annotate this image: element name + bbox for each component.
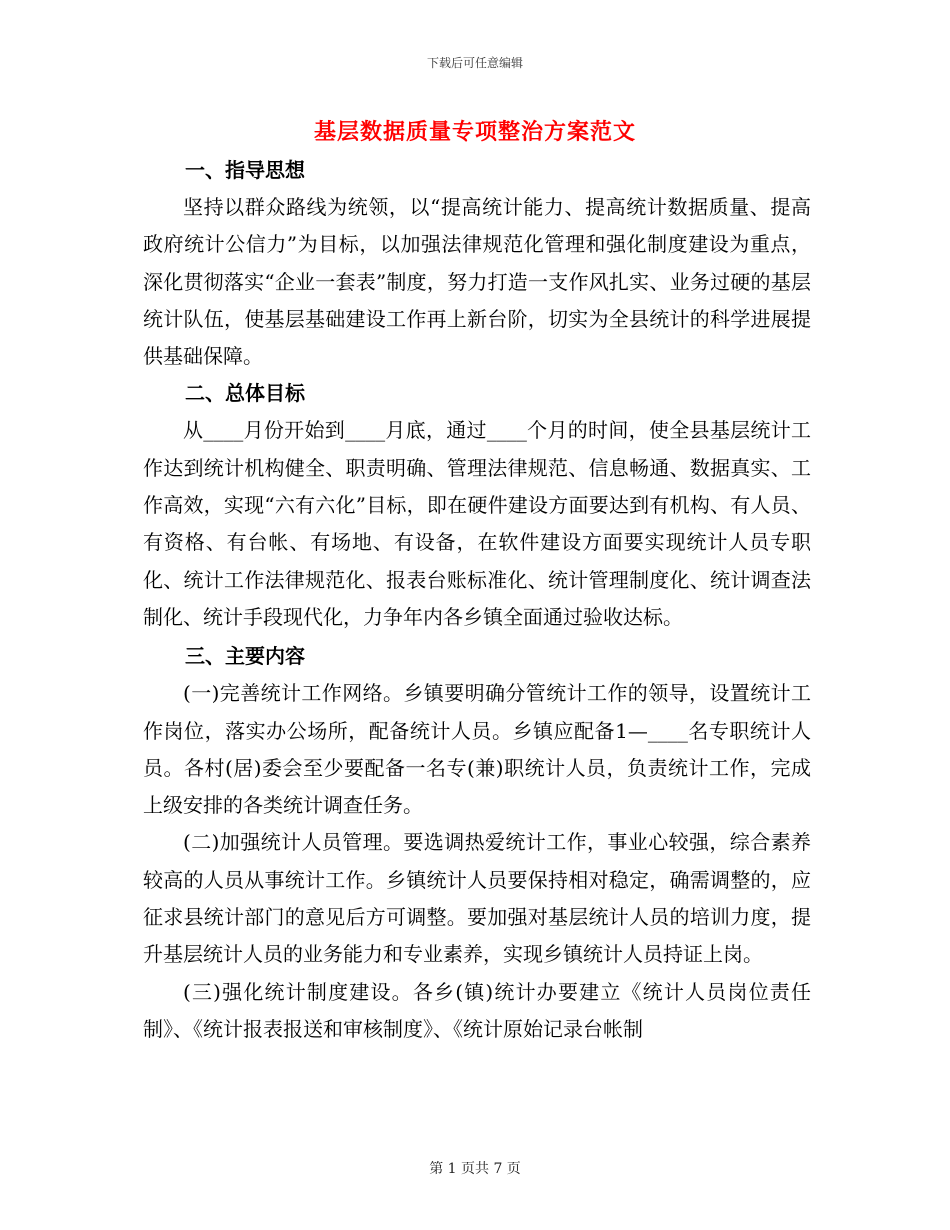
- section-guiding-ideology: [143, 152, 811, 375]
- paragraph: (三)强化统计制度建设。各乡(镇)统计办要建立《统计人员岗位责任制》、《统计报表报送和审核制度》、《统计原始记录台帐制: [143, 979, 811, 1041]
- document-body: [143, 152, 811, 1048]
- paragraph: (二)加强统计人员管理。要选调热爱统计工作，事业心较强，综合素养较高的人员从事统计工作。乡镇统计人员要保持相对稳定，确需调整的，应征求县统计部门的意见后方可调整。要加强对基层统计人员的培训力度，提升基层统计人员的业务能力和专业素养，实现乡镇统计人员持证上岗。: [143, 830, 811, 967]
- section-overall-goal: [143, 375, 811, 636]
- paragraph: 从____月份开始到____月底，通过____个月的时间，使全县基层统计工作达到统计机构健全、职责明确、管理法律规范、信息畅通、数据真实、工作高效，实现“六有六化”目标，即在硬件建设方面要达到有机构、有人员、有资格、有台帐、有场地、有设备，在软件建设方面要实现统计人员专职化、统计工作法律规范化、报表台账标准化、统计管理制度化、统计调查法制化、统计手段现代化，力争年内各乡镇全面通过验收达标。: [143, 418, 811, 629]
- section-heading: 二、总体目标: [185, 381, 305, 406]
- section-heading: 一、指导思想: [185, 158, 305, 182]
- page-number: 第 1 页共 7 页: [429, 1161, 521, 1177]
- paragraph: 坚持以群众路线为统领，以“提高统计能力、提高统计数据质量、提高政府统计公信力”为目标，以加强法律规范化管理和强化制度建设为重点，深化贯彻落实“企业一套表”制度，努力打造一支作风扎实、业务过硬的基层统计队伍，使基层基础建设工作再上新台阶，切实为全县统计的科学进展提供基础保障。: [143, 195, 811, 369]
- section-main-content: [143, 638, 811, 1048]
- document-title: 基层数据质量专项整治方案范文: [313, 119, 636, 145]
- section-heading: 三、主要内容: [185, 644, 305, 669]
- paragraph: (一)完善统计工作网络。乡镇要明确分管统计工作的领导，设置统计工作岗位，落实办公场所，配备统计人员。乡镇应配备1—____名专职统计人员。各村(居)委会至少要配备一名专(兼)职统计人员，负责统计工作，完成上级安排的各类统计调查任务。: [143, 681, 811, 818]
- header-note: 下载后可任意编辑: [426, 56, 523, 70]
